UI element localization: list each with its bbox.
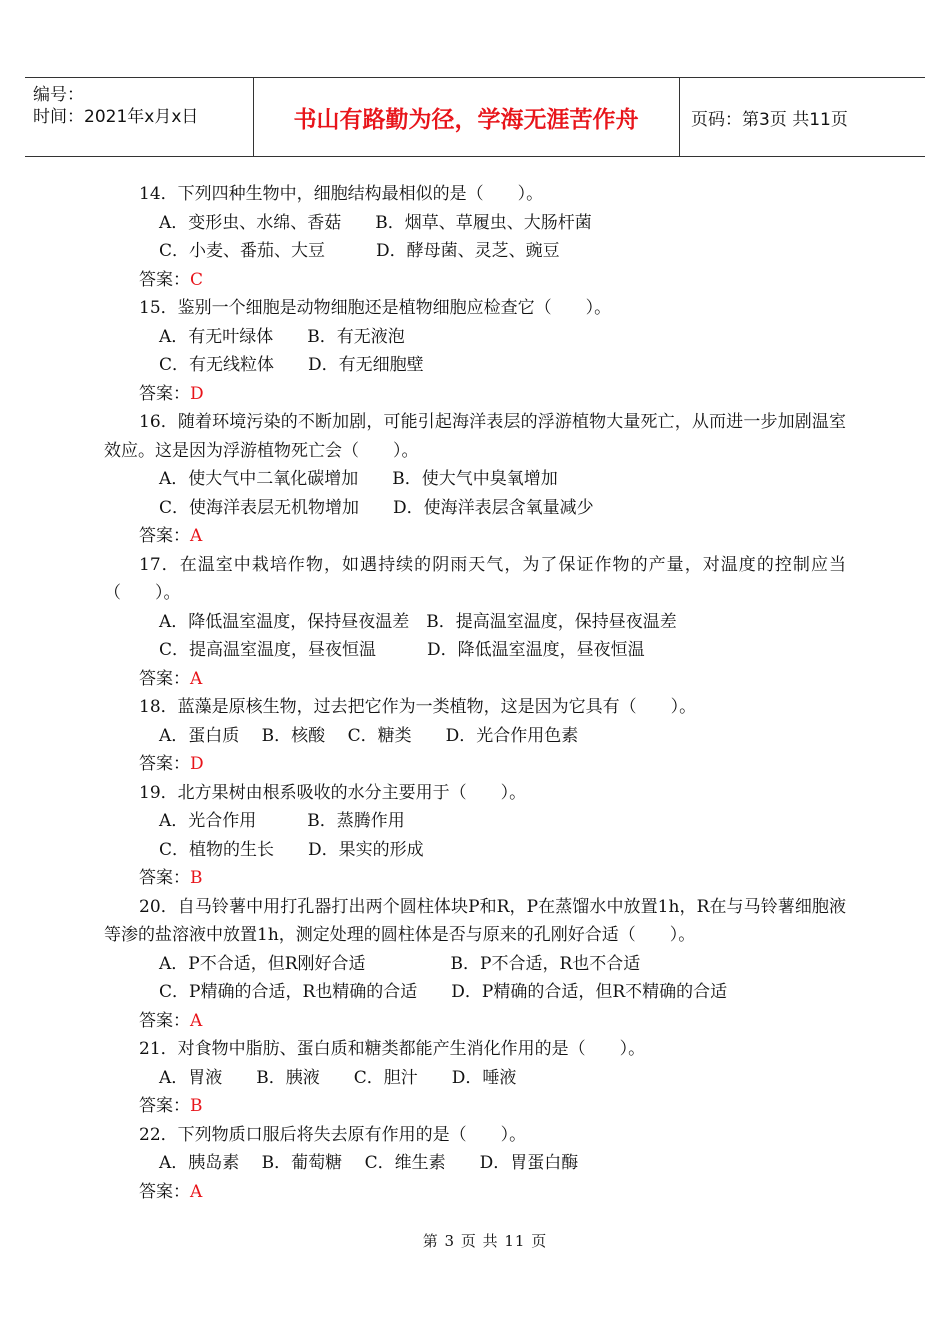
question-options: A．胃液 B．胰液 C．胆汁 D．唾液 (159, 1067, 517, 1088)
page-footer: 第 3 页 共 11 页 (422, 1232, 548, 1250)
answer-value: D (190, 754, 204, 774)
question-options: A．使大气中二氧化碳增加 B．使大气中臭氧增加 (159, 469, 558, 489)
answer-value: A (190, 668, 203, 689)
answer-line (104, 665, 846, 694)
question-text: 15．鉴别一个细胞是动物细胞还是植物细胞应检查它（ ）。 (139, 298, 612, 318)
header-meta (25, 78, 254, 156)
answer-value: A (190, 526, 203, 546)
question-options: C．提高温室温度，昼夜恒温 D．降低温室温度，昼夜恒温 (159, 640, 645, 660)
answer-line (104, 1092, 846, 1121)
question-options: A．光合作用 B．蒸腾作用 (159, 811, 405, 831)
question-options: C．使海洋表层无机物增加 D．使海洋表层含氧量减少 (159, 497, 594, 518)
question-options: A．有无叶绿体 B．有无液泡 (159, 326, 405, 347)
question-text: 21．对食物中脂肪、蛋白质和糖类都能产生消化作用的是（ ）。 (139, 1039, 646, 1059)
answer-label: 答案： (139, 754, 190, 774)
answer-value: B (190, 868, 203, 888)
answer-label: 答案： (139, 526, 190, 546)
answer-label: 答案： (139, 1096, 190, 1116)
answer-value: B (190, 1096, 203, 1116)
question-options: A．降低温室温度，保持昼夜温差 B．提高温室温度，保持昼夜温差 (159, 611, 677, 632)
question-text: 18．蓝藻是原核生物，过去把它作为一类植物，这是因为它具有（ ）。 (139, 697, 697, 717)
answer-line (104, 750, 846, 779)
answer-line (104, 1007, 846, 1036)
question-options: A．P不合适，但R刚好合适 B．P不合适，R也不合适 (159, 953, 641, 974)
answer-line (104, 1178, 846, 1207)
number-label: 编号： (33, 85, 84, 105)
question-options: C．植物的生长 D．果实的形成 (159, 839, 424, 860)
question-text: 17．在温室中栽培作物，如遇持续的阴雨天气，为了保证作物的产量，对温度的控制应当（ ）。 (104, 554, 846, 603)
header-page-info: 页码：第3页 共11页 (691, 109, 848, 130)
answer-label: 答案： (139, 1010, 190, 1031)
answer-value: C (190, 269, 204, 290)
header-motto: 书山有路勤为径，学海无涯苦作舟 (253, 78, 680, 156)
question-options: A．胰岛素 B．葡萄糖 C．维生素 D．胃蛋白酶 (159, 1153, 579, 1173)
answer-line (104, 380, 846, 409)
question-list (104, 180, 846, 1206)
answer-label: 答案： (139, 868, 190, 888)
question-text: 19．北方果树由根系吸收的水分主要用于（ ）。 (139, 782, 527, 803)
answer-line (104, 522, 846, 551)
question-options: C．P精确的合适，R也精确的合适 D．P精确的合适，但R不精确的合适 (159, 982, 728, 1002)
page-header (25, 77, 925, 157)
answer-line (104, 266, 846, 295)
question-options: A．变形虫、水绵、香菇 B．烟草、草履虫、大肠杆菌 (159, 212, 592, 233)
question-text: 14．下列四种生物中，细胞结构最相似的是（ ）。 (139, 184, 544, 204)
answer-value: A (190, 1010, 203, 1031)
time-label: 时间：2021年x月x日 (33, 107, 199, 127)
answer-value: D (190, 383, 204, 404)
question-text: 16．随着环境污染的不断加剧，可能引起海洋表层的浮游植物大量死亡，从而进一步加剧温室效应。这是因为浮游植物死亡会（ ）。 (104, 412, 846, 461)
question-options: A．蛋白质 B．核酸 C．糖类 D．光合作用色素 (159, 725, 579, 746)
answer-value: A (190, 1181, 203, 1202)
question-options: C．小麦、番茄、大豆 D．酵母菌、灵芝、豌豆 (159, 241, 560, 261)
answer-label: 答案： (139, 1181, 190, 1202)
answer-line (104, 864, 846, 893)
answer-label: 答案： (139, 269, 190, 290)
question-text: 22．下列物质口服后将失去原有作用的是（ ）。 (139, 1124, 527, 1145)
answer-label: 答案： (139, 383, 190, 404)
question-options: C．有无线粒体 D．有无细胞壁 (159, 355, 424, 375)
question-text: 20．自马铃薯中用打孔器打出两个圆柱体块P和R，P在蒸馏水中放置1h，R在与马铃薯细胞液等渗的盐溶液中放置1h，测定处理的圆柱体是否与原来的孔刚好合适（ ）。 (104, 896, 846, 945)
answer-label: 答案： (139, 668, 190, 689)
